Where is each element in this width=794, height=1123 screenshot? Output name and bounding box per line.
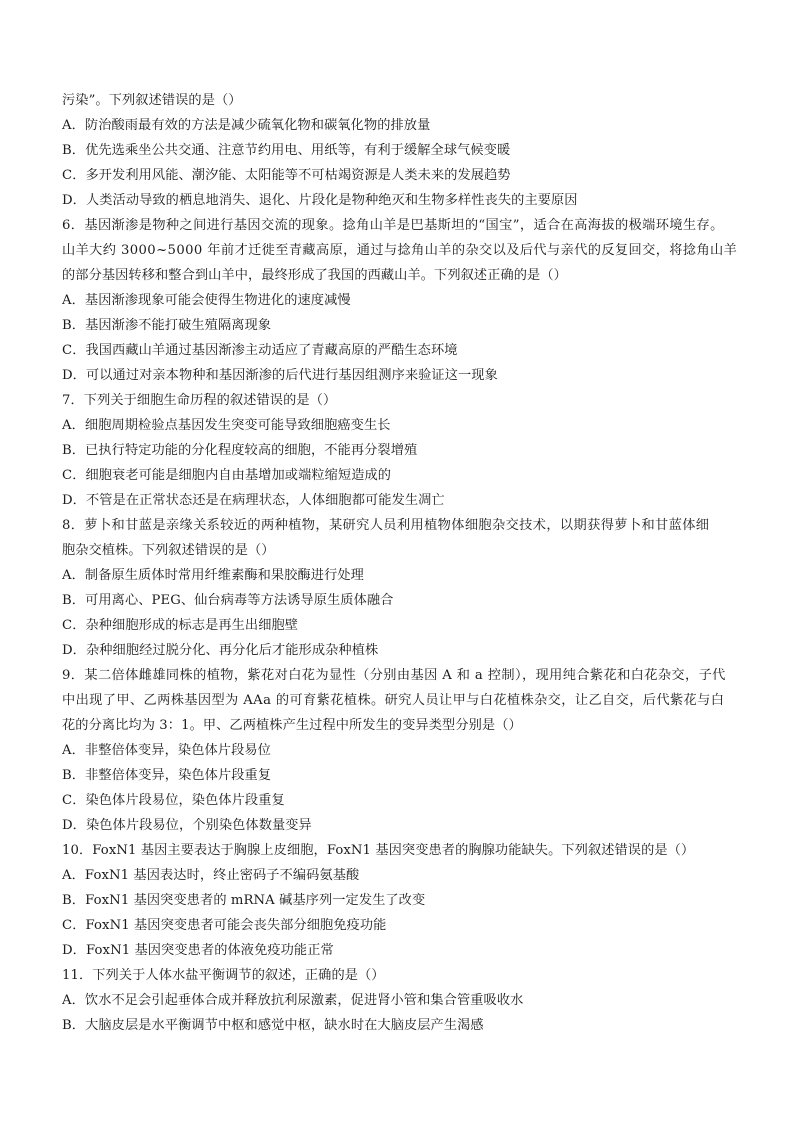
q9-stem-line3: 花的分离比均为 3：1。甲、乙两植株产生过程中所发生的变异类型分别是（） bbox=[62, 718, 522, 733]
q9-option-d: D．染色体片段易位，个别染色体数量变异 bbox=[62, 818, 312, 833]
q7-option-b: B．已执行特定功能的分化程度较高的细胞，不能再分裂增殖 bbox=[62, 443, 418, 458]
q6-stem-line1: 6．基因渐渗是物种之间进行基因交流的现象。捻角山羊是巴基斯坦的“国宝”，适合在高海拔的极端环境生存。 bbox=[62, 218, 724, 233]
q6-option-d: D．可以通过对亲本物种和基因渐渗的后代进行基因组测序来验证这一现象 bbox=[62, 368, 498, 383]
q8-option-a: A．制备原生质体时常用纤维素酶和果胶酶进行处理 bbox=[62, 568, 364, 583]
q5-option-c: C．多开发利用风能、潮汐能、太阳能等不可枯竭资源是人类未来的发展趋势 bbox=[62, 168, 511, 183]
q5-option-b: B．优先选乘坐公共交通、注意节约用电、用纸等，有利于缓解全球气候变暖 bbox=[62, 143, 511, 158]
q9-option-b: B．非整倍体变异，染色体片段重复 bbox=[62, 768, 272, 783]
q7-option-c: C．细胞衰老可能是细胞内自由基增加或端粒缩短造成的 bbox=[62, 468, 392, 483]
q8-stem-line2: 胞杂交植株。下列叙述错误的是（） bbox=[62, 543, 275, 558]
q10-option-c: C．FoxN1 基因突变患者可能会丧失部分细胞免疫功能 bbox=[62, 918, 387, 933]
q9-option-a: A．非整倍体变异，染色体片段易位 bbox=[62, 743, 271, 758]
q5-option-d: D．人类活动导致的栖息地消失、退化、片段化是物种绝灭和生物多样性丧失的主要原因 bbox=[62, 193, 578, 208]
q6-option-b: B．基因渐渗不能打破生殖隔离现象 bbox=[62, 318, 272, 333]
q10-option-a: A．FoxN1 基因表达时，终止密码子不编码氨基酸 bbox=[62, 868, 360, 883]
q6-stem-line3: 的部分基因转移和整合到山羊中，最终形成了我国的西藏山羊。下列叙述正确的是（） bbox=[62, 268, 567, 283]
q10-option-d: D．FoxN1 基因突变患者的体液免疫功能正常 bbox=[62, 943, 334, 958]
q7-stem: 7．下列关于细胞生命历程的叙述错误的是（） bbox=[62, 393, 337, 408]
q10-option-b: B．FoxN1 基因突变患者的 mRNA 碱基序列一定发生了改变 bbox=[62, 893, 426, 908]
q9-stem-line1: 9．某二倍体雌雄同株的植物，紫花对白花为显性（分别由基因 A 和 a 控制），现用纯合紫花和白花杂交，子代 bbox=[62, 668, 726, 683]
q9-stem-line2: 中出现了甲、乙两株基因型为 AAa 的可育紫花植株。研究人员让甲与白花植株杂交，让乙自交，后代紫花与白 bbox=[62, 693, 725, 708]
q5-option-a: A．防治酸雨最有效的方法是减少硫氧化物和碳氧化物的排放量 bbox=[62, 118, 431, 133]
q6-option-a: A．基因渐渗现象可能会使得生物进化的速度减慢 bbox=[62, 293, 351, 308]
q8-option-b: B．可用离心、PEG、仙台病毒等方法诱导原生质体融合 bbox=[62, 593, 394, 608]
q11-stem: 11．下列关于人体水盐平衡调节的叙述，正确的是（） bbox=[62, 968, 385, 983]
q6-option-c: C．我国西藏山羊通过基因渐渗主动适应了青藏高原的严酷生态环境 bbox=[62, 343, 458, 358]
q7-option-d: D．不管是在正常状态还是在病理状态，人体细胞都可能发生凋亡 bbox=[62, 493, 445, 508]
q8-stem-line1: 8．萝卜和甘蓝是亲缘关系较近的两种植物，某研究人员利用植物体细胞杂交技术，以期获得萝卜和甘蓝体细 bbox=[62, 518, 710, 533]
q10-stem: 10．FoxN1 基因主要表达于胸腺上皮细胞，FoxN1 基因突变患者的胸腺功能缺失。下列叙述错误的是（） bbox=[62, 843, 695, 858]
q7-option-a: A．细胞周期检验点基因发生突变可能导致细胞癌变生长 bbox=[62, 418, 391, 433]
q8-option-c: C．杂种细胞形成的标志是再生出细胞壁 bbox=[62, 618, 299, 633]
q9-option-c: C．染色体片段易位，染色体片段重复 bbox=[62, 793, 285, 808]
q6-stem-line2: 山羊大约 3000~5000 年前才迁徙至青藏高原，通过与捻角山羊的杂交以及后代与亲代的反复回交，将捻角山羊 bbox=[62, 243, 738, 258]
q8-option-d: D．杂种细胞经过脱分化、再分化后才能形成杂种植株 bbox=[62, 643, 379, 658]
q11-option-a: A．饮水不足会引起垂体合成并释放抗利尿激素，促进肾小管和集合管重吸收水 bbox=[62, 993, 524, 1008]
q5-stem-end: 污染”。下列叙述错误的是（） bbox=[62, 93, 242, 108]
exam-page bbox=[62, 88, 738, 1038]
q11-option-b: B．大脑皮层是水平衡调节中枢和感觉中枢，缺水时在大脑皮层产生渴感 bbox=[62, 1018, 484, 1033]
